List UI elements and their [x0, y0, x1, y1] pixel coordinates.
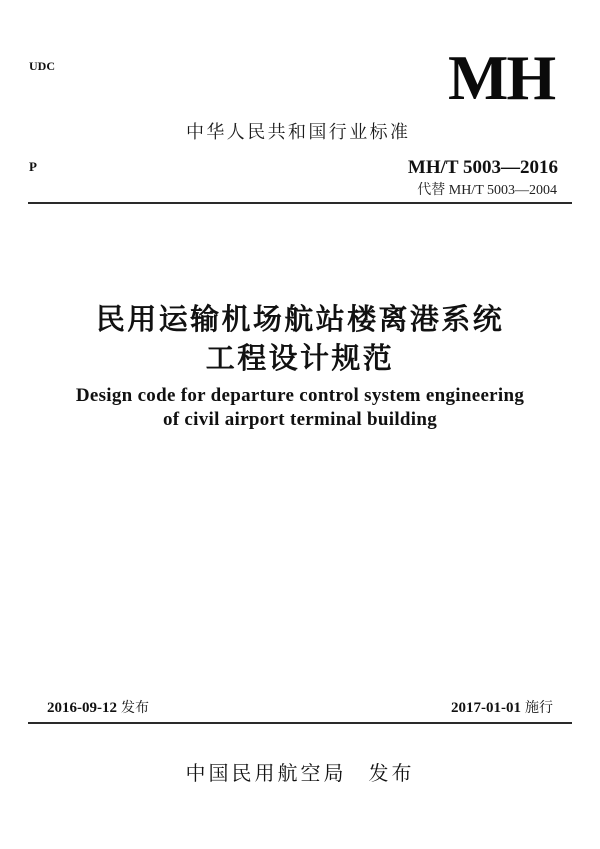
header-divider	[28, 202, 572, 204]
publisher-line	[0, 757, 600, 786]
chinese-title-line-1: 民用运输机场航站楼离港系统	[95, 302, 505, 336]
chinese-title-line-2: 工程设计规范	[205, 341, 395, 375]
standard-number: MH/T 5003—2016	[407, 157, 558, 178]
issue-date-label: 发布	[121, 700, 149, 716]
udc-label: UDC	[29, 59, 55, 73]
publisher-name: 中国民用航空局	[185, 761, 347, 785]
classification-code: P	[29, 159, 37, 174]
industry-standard-heading: 中华人民共和国行业标准	[186, 122, 411, 143]
footer-divider	[28, 722, 572, 724]
english-title-line-2: of civil airport terminal building	[162, 409, 438, 430]
replaces-standard: 代替 MH/T 5003—2004	[417, 183, 557, 198]
effective-date	[451, 697, 553, 717]
issue-date-value: 2016-09-12	[47, 700, 117, 716]
issue-date	[47, 697, 149, 717]
english-title-line-1: Design code for departure control system engineering	[75, 385, 525, 406]
mh-logo: MH	[448, 42, 555, 113]
effective-date-label: 施行	[525, 700, 553, 716]
publish-label: 发布	[368, 761, 415, 785]
effective-date-value: 2017-01-01	[451, 700, 521, 716]
